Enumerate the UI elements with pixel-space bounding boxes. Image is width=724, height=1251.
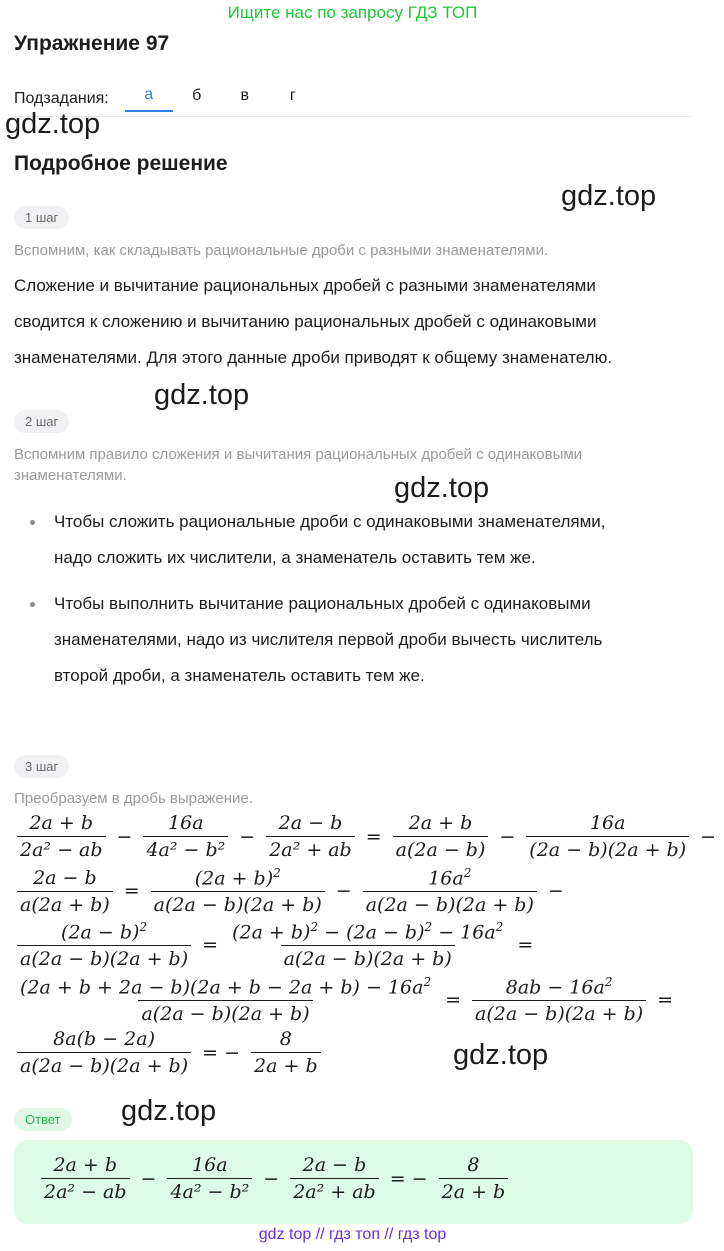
rules-list xyxy=(14,504,694,704)
numerator: $(2a - b)^2$ xyxy=(61,920,148,944)
math-term: 8ab − 16a xyxy=(505,976,605,999)
math-term: (2a + b + 2a − b)(2a + b − 2a + b) − 16a xyxy=(20,976,424,999)
watermark: gdz.top xyxy=(121,1095,217,1127)
denominator: a(2a − b)(2a + b) xyxy=(363,891,537,916)
denominator: a(2a − b)(2a + b) xyxy=(138,1000,312,1025)
fraction xyxy=(526,812,689,861)
answer-badge: Ответ xyxy=(14,1108,72,1131)
math-term: (2a − b) xyxy=(61,921,140,944)
denominator: 2a² + ab xyxy=(266,836,355,861)
tab-b[interactable]: б xyxy=(192,87,202,104)
math-operator: − xyxy=(140,1167,157,1190)
numerator: 2a + b xyxy=(29,812,94,834)
numerator: 8a(b − 2a) xyxy=(53,1028,155,1050)
denominator: a(2a − b)(2a + b) xyxy=(281,945,455,970)
step-3-hint: Преобразуем в дробь выражение. xyxy=(14,790,253,807)
math-term: − (2a − b) xyxy=(318,921,425,944)
math-operator: = xyxy=(657,989,674,1012)
text-line: второй дроби, а знаменатель оставить тем же. xyxy=(54,666,425,685)
math-operator: − xyxy=(263,1167,280,1190)
numerator: 2a − b xyxy=(278,812,343,834)
fraction xyxy=(167,1154,252,1203)
text-line: надо сложить их числители, а знаменатель оставить тем же. xyxy=(54,548,536,567)
step-3-badge: 3 шаг xyxy=(14,755,69,778)
list-item xyxy=(14,586,694,694)
numerator: $8ab - 16a^2$ xyxy=(505,975,613,999)
math-operator: = − xyxy=(202,1041,241,1064)
hint-line: знаменателями. xyxy=(14,467,127,484)
math-operator: − xyxy=(499,825,516,848)
fraction xyxy=(472,975,646,1025)
math-operator: = − xyxy=(389,1167,428,1190)
text-line: сводится к сложению и вычитанию рациональных дробей с одинаковыми xyxy=(14,312,597,331)
denominator: (2a − b)(2a + b) xyxy=(526,836,689,861)
fraction xyxy=(290,1154,379,1203)
math-operator: = xyxy=(123,880,140,903)
step-1-hint: Вспомним, как складывать рациональные дроби с разными знаменателями. xyxy=(14,242,549,259)
math-line-1 xyxy=(14,812,724,861)
numerator: 16a xyxy=(168,812,204,834)
fraction xyxy=(439,1154,509,1203)
text-line: знаменателями, надо из числителя первой дроби вычесть числитель xyxy=(54,630,603,649)
numerator: 8 xyxy=(467,1154,480,1176)
math-operator: = xyxy=(202,934,219,957)
step-2-badge: 2 шаг xyxy=(14,410,69,433)
denominator: 2a² − ab xyxy=(41,1178,130,1203)
math-operator: = xyxy=(517,934,534,957)
denominator: a(2a − b)(2a + b) xyxy=(17,1052,191,1077)
math-term: 16a xyxy=(428,867,464,890)
tabs-divider xyxy=(14,116,692,117)
page-title: Упражнение 97 xyxy=(14,32,170,55)
subtasks-label: Подзадания: xyxy=(14,90,109,107)
fraction xyxy=(17,1028,191,1077)
numerator: 2a + b xyxy=(53,1154,118,1176)
hint-line: Вспомним правило сложения и вычитания рациональных дробей с одинаковыми xyxy=(14,446,583,463)
denominator: a(2a − b)(2a + b) xyxy=(17,945,191,970)
fraction xyxy=(151,866,325,916)
watermark: gdz.top xyxy=(453,1039,549,1071)
math-term: (2a + b) xyxy=(232,921,311,944)
math-line-3 xyxy=(14,920,541,970)
math-term: (2a + b) xyxy=(194,867,274,890)
step-1-text xyxy=(14,268,612,376)
math-line-5 xyxy=(14,1028,324,1077)
fraction xyxy=(17,812,106,861)
answer-box xyxy=(14,1140,693,1224)
bullet-icon xyxy=(30,602,35,607)
watermark: gdz.top xyxy=(5,108,101,140)
text-line: знаменателями. Для этого данные дроби приводят к общему знаменателю. xyxy=(14,348,613,367)
numerator: 2a + b xyxy=(408,812,473,834)
numerator: 2a − b xyxy=(302,1154,367,1176)
fraction xyxy=(41,1154,130,1203)
list-item xyxy=(14,504,694,576)
answer-expression xyxy=(38,1154,511,1203)
fraction xyxy=(363,866,537,916)
denominator: 2a + b xyxy=(251,1052,321,1077)
denominator: a(2a − b)(2a + b) xyxy=(472,1000,646,1025)
numerator: 2a − b xyxy=(33,866,97,889)
fraction xyxy=(229,920,506,970)
numerator: $16a^2$ xyxy=(428,866,472,890)
numerator: $(2a + b)^2 - (2a - b)^2 - 16a^2$ xyxy=(232,920,504,944)
watermark: gdz.top xyxy=(561,180,657,212)
step-1-badge: 1 шаг xyxy=(14,206,69,229)
math-operator: = xyxy=(365,825,382,848)
step-2-hint xyxy=(14,444,582,486)
numerator: $(2a + b)^2$ xyxy=(194,866,281,890)
fraction xyxy=(251,1028,321,1077)
text-line: Сложение и вычитание рациональных дробей с разными знаменателями xyxy=(14,276,596,295)
math-line-4 xyxy=(14,975,681,1025)
watermark: gdz.top xyxy=(154,379,250,411)
math-line-2 xyxy=(14,866,572,916)
fraction xyxy=(266,812,355,861)
bullet-icon xyxy=(30,520,35,525)
denominator: 2a + b xyxy=(439,1178,509,1203)
tab-v[interactable]: в xyxy=(240,87,249,104)
tab-g[interactable]: г xyxy=(289,87,296,104)
denominator: a(2a + b) xyxy=(17,891,113,916)
math-operator: = xyxy=(445,989,462,1012)
numerator: 16a xyxy=(192,1154,228,1176)
denominator: 4a² − b² xyxy=(143,836,228,861)
denominator: a(2a − b) xyxy=(393,836,489,861)
denominator: 2a² − ab xyxy=(17,836,106,861)
numerator: 8 xyxy=(279,1028,292,1050)
text-line: Чтобы сложить рациональные дроби с одинаковыми знаменателями, xyxy=(54,512,606,531)
math-operator: − xyxy=(116,825,133,848)
fraction xyxy=(393,812,489,861)
numerator: $(2a + b + 2a - b)(2a + b - 2a + b) - 16a^2$ xyxy=(20,975,432,999)
fraction xyxy=(17,975,434,1025)
numerator: 16a xyxy=(589,812,626,834)
math-operator: − xyxy=(547,880,564,903)
math-operator: − xyxy=(239,825,256,848)
fraction xyxy=(17,920,191,970)
tab-a[interactable]: а xyxy=(125,86,173,112)
denominator: 4a² − b² xyxy=(167,1178,252,1203)
denominator: a(2a − b)(2a + b) xyxy=(151,891,325,916)
math-operator: − xyxy=(700,825,717,848)
math-term: − 16a xyxy=(432,921,496,944)
fraction xyxy=(17,867,113,916)
promo-banner[interactable]: Ищите нас по запросу ГДЗ ТОП xyxy=(227,3,478,22)
solution-heading: Подробное решение xyxy=(14,152,228,175)
fraction xyxy=(143,812,228,861)
footer-links[interactable]: gdz top // гдз топ // гдз top xyxy=(258,1226,447,1243)
watermark: gdz.top xyxy=(394,472,490,504)
math-operator: − xyxy=(335,880,352,903)
text-line: Чтобы выполнить вычитание рациональных дробей с одинаковыми xyxy=(54,594,591,613)
denominator: 2a² + ab xyxy=(290,1178,379,1203)
